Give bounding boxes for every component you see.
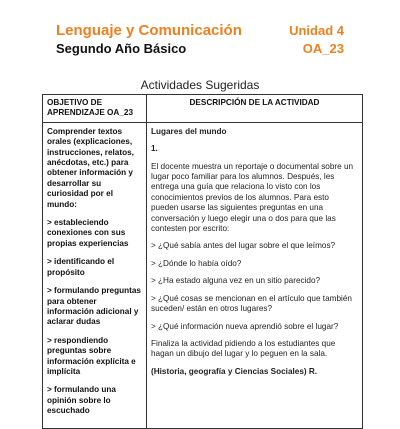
- objective-bullet: > formulando una opinión sobre lo escuchado: [47, 385, 116, 416]
- objective-cell: [43, 122, 147, 428]
- activity-title: Lugares del mundo: [151, 126, 227, 136]
- activity-cell: [147, 122, 363, 428]
- subject-title: Lenguaje y Comunicación: [56, 22, 242, 39]
- activity-question: > ¿Qué sabía antes del lugar sobre el que leímos?: [151, 241, 336, 251]
- oa-label: OA_23: [302, 41, 344, 56]
- section-title: Actividades Sugeridas: [140, 78, 260, 92]
- activity-question: > ¿Dónde lo había oído?: [151, 258, 242, 268]
- header-left: [56, 22, 242, 57]
- activity-closing: Finaliza la actividad pidiendo a los estudiantes que hagan un dibujo del lugar y lo peguen en la sala.: [151, 338, 336, 359]
- activity-question: > ¿Qué cosas se mencionan en el artículo que también suceden/ están en otros lugares?: [151, 293, 352, 314]
- table-header-row: [43, 95, 363, 123]
- activity-question: > ¿Ha estado alguna vez en un sitio parecido?: [151, 276, 321, 286]
- unit-label: Unidad 4: [289, 23, 344, 38]
- activity-intro: El docente muestra un reportaje o documental sobre un lugar poco familiar para los alumnos. Después, les entrega una guía que relaciona lo visto con los conocimientos previos de los alumnos. Para esto pueden usarse las siguientes preguntas en una conversación y luego elegir una o dos para que las contesten por escrito:: [151, 161, 354, 234]
- objective-bullet: > respondiendo preguntas sobre información explícita e implícita: [47, 335, 136, 376]
- objective-bullet: > identificando el propósito: [47, 257, 115, 277]
- description-header: DESCRIPCIÓN DE LA ACTIVIDAD: [147, 95, 363, 123]
- grade-title: Segundo Año Básico: [56, 41, 187, 56]
- activity-integration: (Historia, geografía y Ciencias Sociales) R.: [151, 366, 318, 376]
- objective-bullet: > formulando preguntas para obtener información adicional y aclarar dudas: [47, 286, 141, 327]
- objective-header: OBJETIVO DE APRENDIZAJE OA_23: [43, 95, 147, 123]
- activity-question: > ¿Qué información nueva aprendió sobre el lugar?: [151, 321, 339, 331]
- objective-main: Comprender textos orales (explicaciones, instrucciones, relatos, anécdotas, etc.) para obtener información y desarrollar su curiosidad por el mundo:: [47, 126, 134, 209]
- activity-table: [42, 94, 363, 429]
- objective-bullet: > estableciendo conexiones con sus propias experiencias: [47, 218, 129, 248]
- table-row: [43, 122, 363, 428]
- activity-number: 1.: [151, 144, 158, 154]
- header-right: [289, 22, 344, 58]
